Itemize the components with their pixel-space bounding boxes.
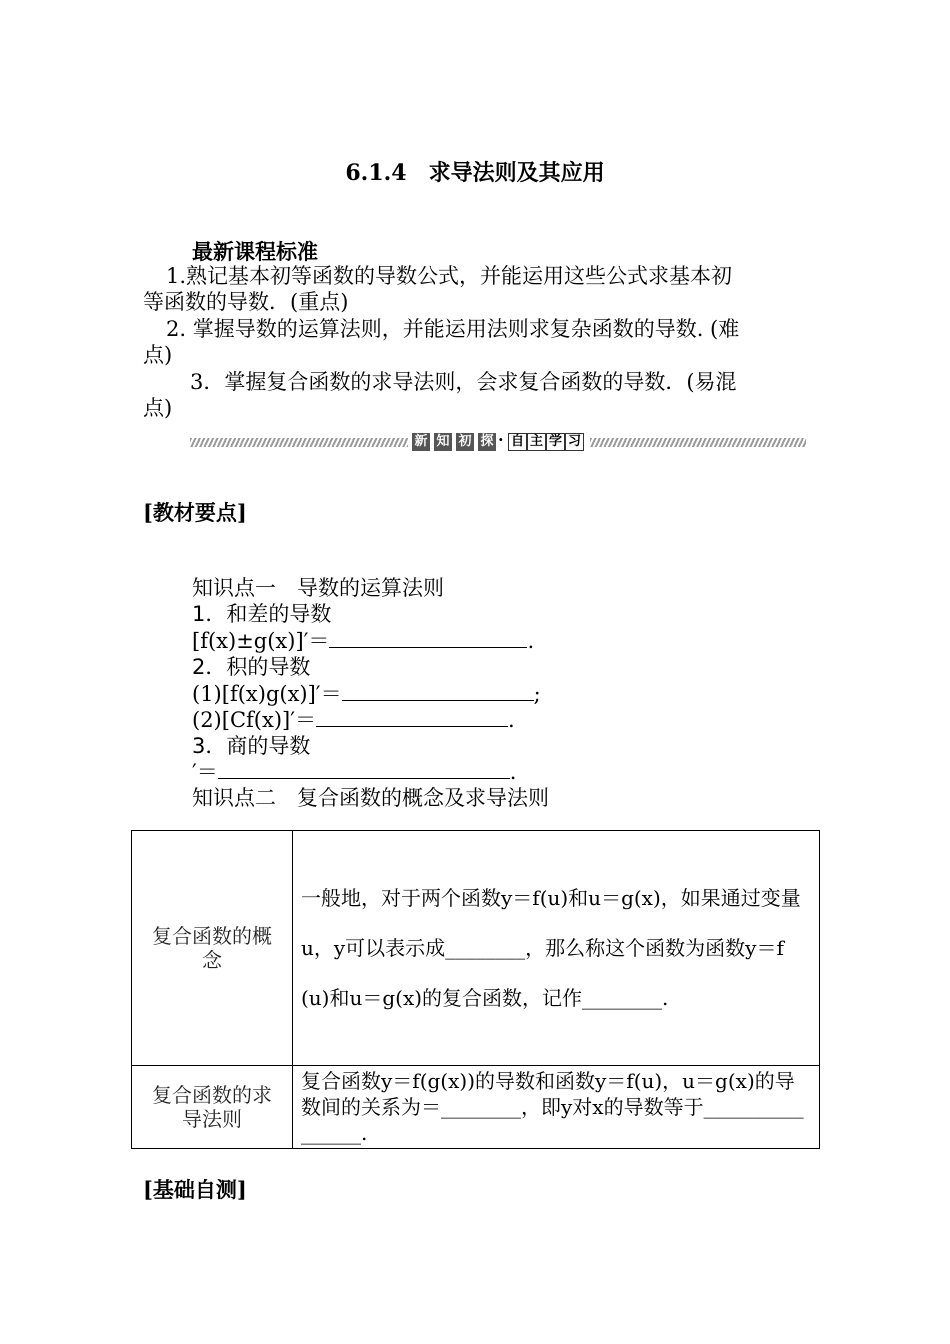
quotient-rule-formula: ′＝ .: [192, 760, 517, 784]
quotient-rule-heading: 3．商的导数: [192, 734, 311, 758]
standards-heading: 最新课程标准: [192, 240, 318, 264]
product-rule-blank[interactable]: [342, 682, 534, 701]
banner-stripe-right: [590, 438, 806, 447]
banner-tile: 学: [546, 433, 565, 451]
composite-function-table: [131, 830, 820, 1149]
knowledge-point-2-heading: 知识点二 复合函数的概念及求导法则: [192, 786, 549, 810]
section-heading-basic-self-test: [基础自测]: [143, 1177, 247, 1202]
quotient-rule-blank[interactable]: [218, 760, 510, 779]
product-rule-expression: (1)[f(x)g(x)]′＝: [192, 682, 342, 706]
banner-tile: 习: [565, 433, 584, 451]
banner-stripe-left: [190, 438, 408, 447]
standard-item-3-line-2: 点): [143, 396, 173, 420]
sum-rule-expression: [f(x)±g(x)]′＝: [192, 629, 330, 653]
standard-item-1-line-1: 1.熟记基本初等函数的导数公式，并能运用这些公式求基本初: [166, 264, 733, 288]
product-rule-heading: 2．积的导数: [192, 655, 311, 679]
constant-multiple-blank[interactable]: [316, 708, 508, 727]
table-row-label: 复合函数的求导法则: [132, 1066, 293, 1149]
table-row: [132, 1066, 820, 1149]
section-banner: [190, 432, 806, 452]
quotient-rule-expression: ′＝: [192, 760, 218, 784]
table-row: [132, 831, 820, 1066]
banner-tile: 知: [434, 433, 452, 451]
banner-tile: 新: [412, 433, 430, 451]
standard-item-2-line-2: 点): [143, 343, 173, 367]
banner-tile: 自: [508, 433, 527, 451]
sum-rule-heading: 1．和差的导数: [192, 602, 332, 626]
constant-multiple-expression: (2)[Cf(x)]′＝: [192, 708, 316, 732]
section-heading-textbook-points: [教材要点]: [143, 500, 247, 525]
table-row-label: 复合函数的概念: [132, 831, 293, 1066]
standard-item-2-line-1: 2. 掌握导数的运算法则，并能运用法则求复杂函数的导数. (难: [166, 317, 740, 341]
composite-function-concept-cell: 一般地，对于两个函数y＝f(u)和u＝g(x)，如果通过变量u，y可以表示成________，那么称这个函数为函数y＝f(u)和u＝g(x)的复合函数，记作________.: [293, 831, 820, 1066]
composite-derivative-rule-cell: 复合函数y＝f(g(x))的导数和函数y＝f(u)，u＝g(x)的导数间的关系为＝________，即y对x的导数等于________________.: [293, 1066, 820, 1149]
knowledge-point-1-heading: 知识点一 导数的运算法则: [192, 576, 444, 600]
banner-tile: 主: [527, 433, 546, 451]
standard-item-1-line-2: 等函数的导数．(重点): [143, 290, 349, 314]
banner-dot: ·: [498, 430, 504, 449]
constant-multiple-formula: (2)[Cf(x)]′＝ .: [192, 708, 515, 732]
standard-item-3-line-1: 3．掌握复合函数的求导法则，会求复合函数的导数．(易混: [190, 370, 737, 394]
banner-tile: 初: [456, 433, 474, 451]
product-rule-formula: (1)[f(x)g(x)]′＝ ;: [192, 682, 541, 706]
sum-rule-blank[interactable]: [329, 629, 527, 648]
banner-tile: 探: [478, 433, 496, 451]
sum-rule-formula: [f(x)±g(x)]′＝ .: [192, 629, 535, 653]
page-title: 6.1.4 求导法则及其应用: [345, 160, 605, 186]
